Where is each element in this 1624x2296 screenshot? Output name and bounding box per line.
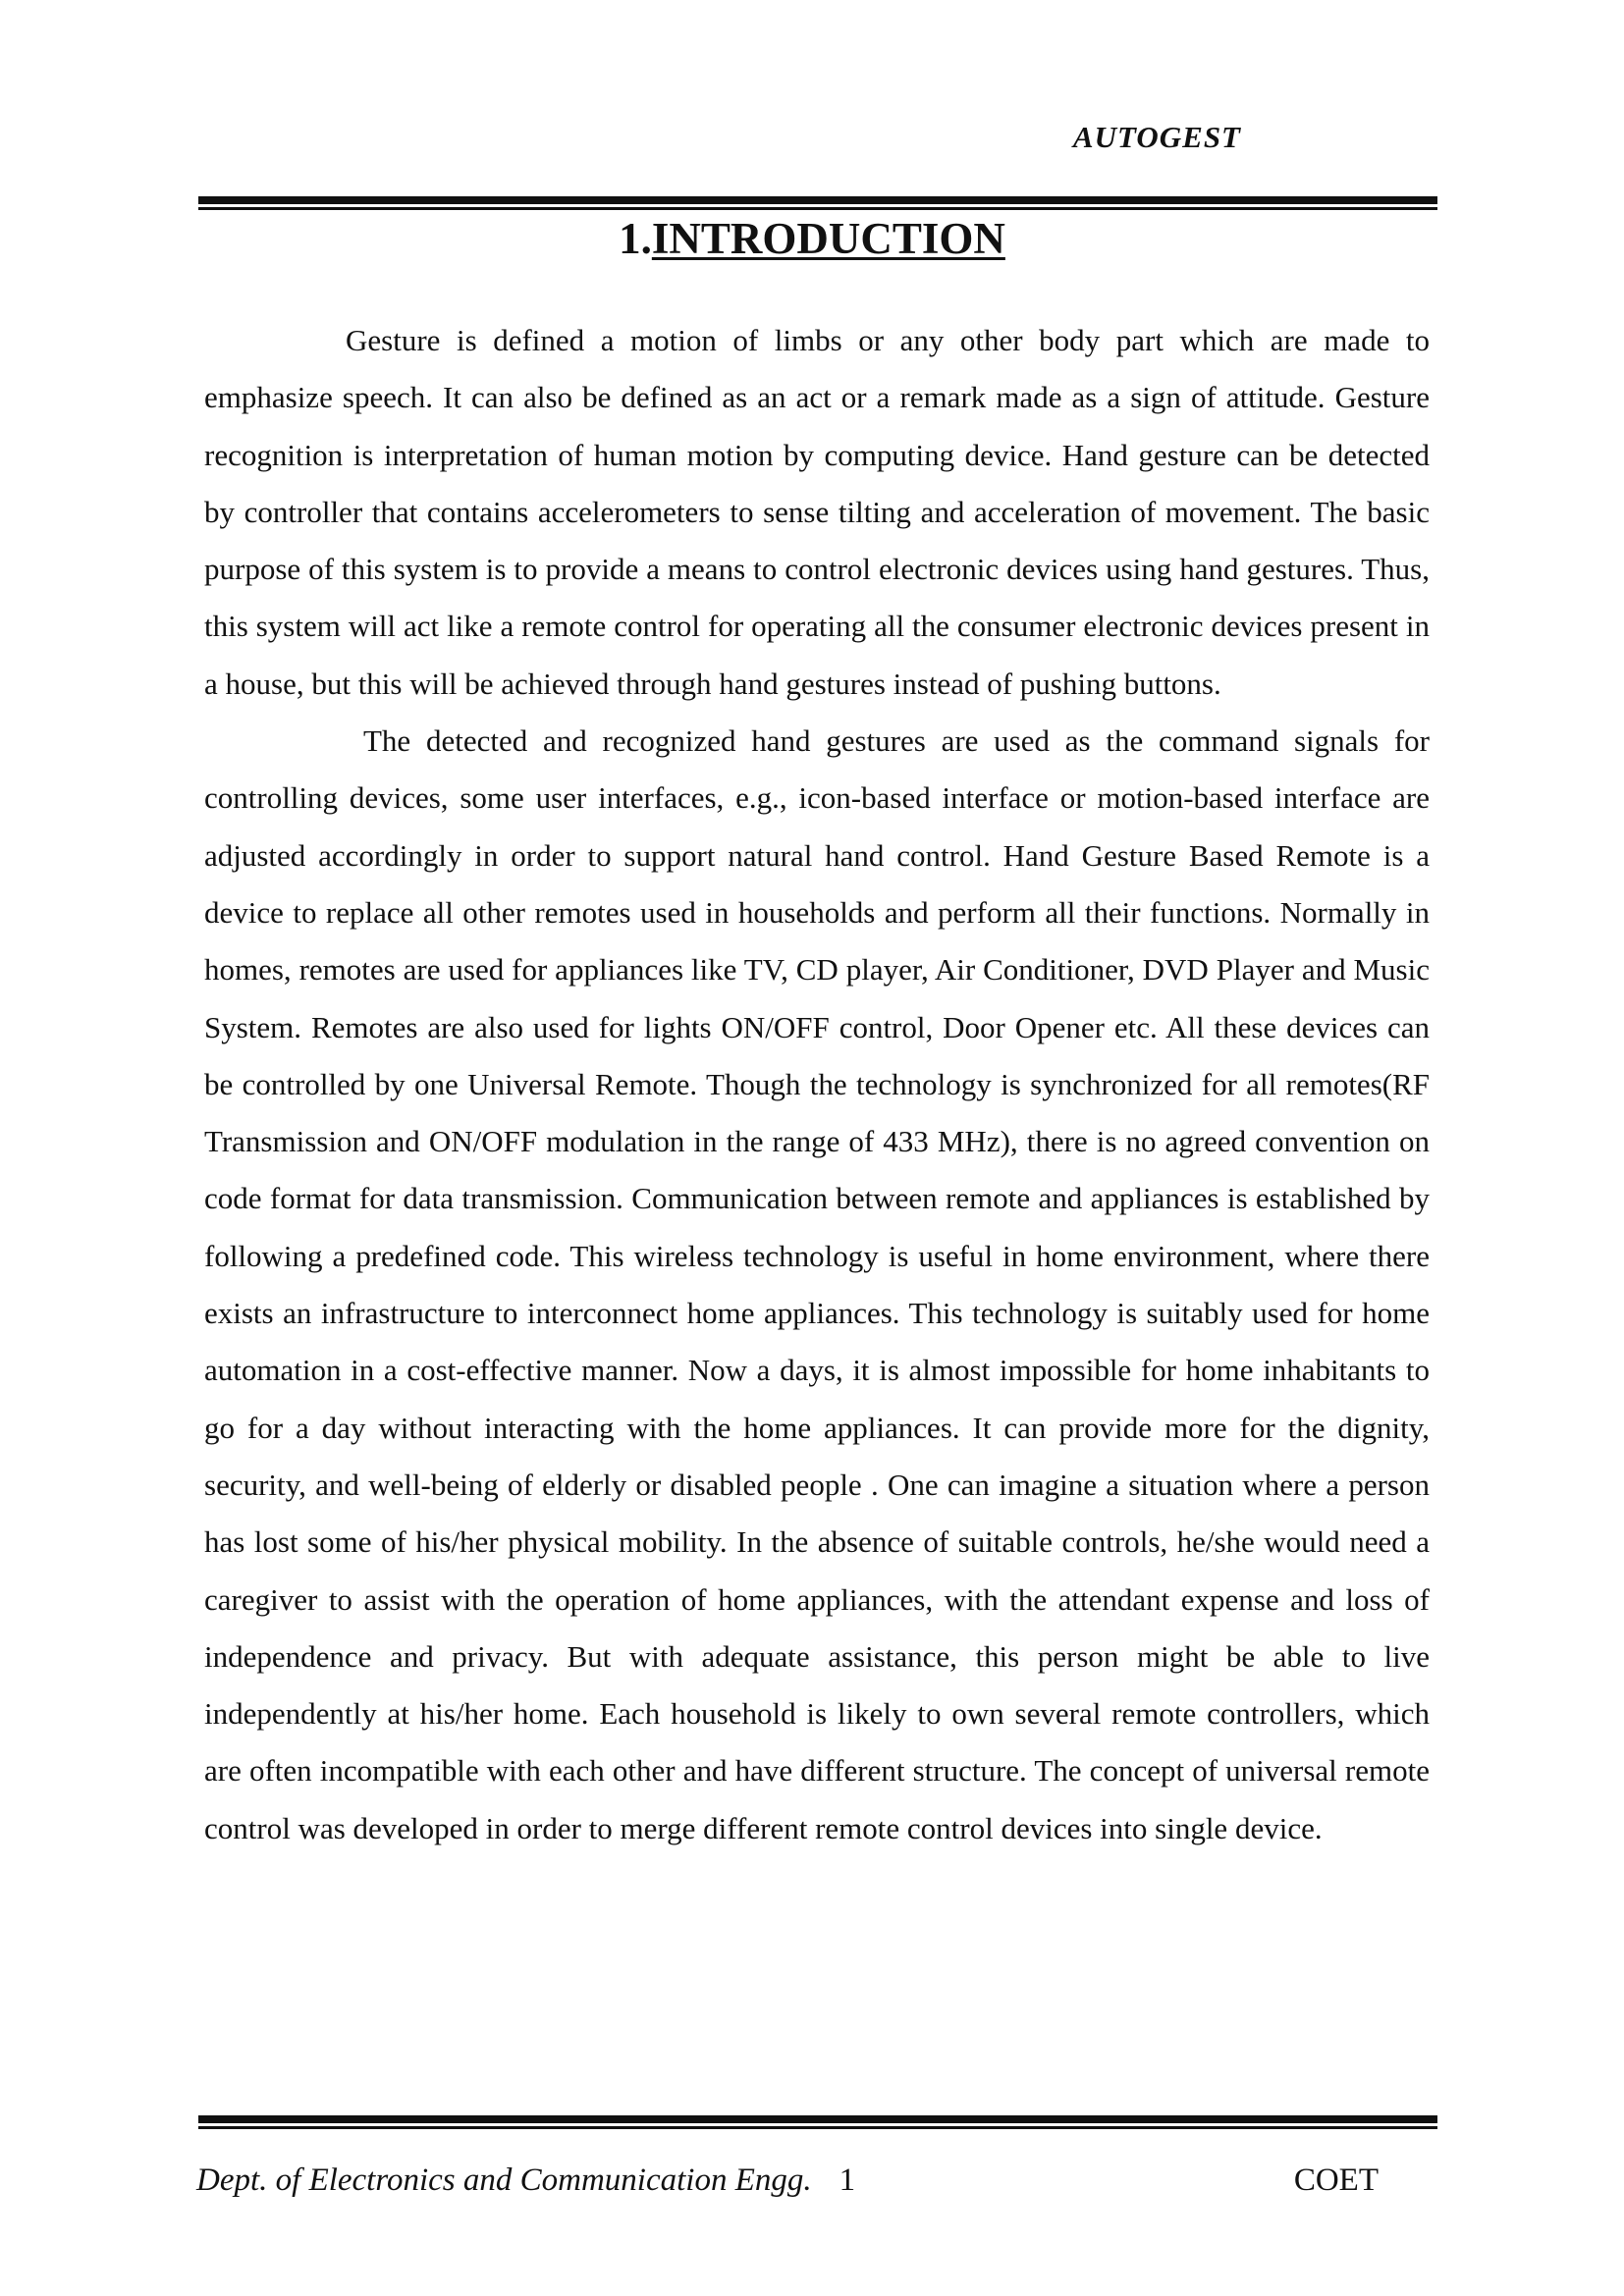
paragraph-1: Gesture is defined a motion of limbs or any other body part which are made to emphasize speech. It can also be defined as an act or a remark made as a sign of attitude. Gesture recognition is interpretation of human motion by computing device. Hand gesture can be detected by controller that contains accelerometers to sense tilting and acceleration of movement. The basic purpose of this system is to provide a means to control electronic devices using hand gestures. Thus, this system will act like a remote control for operating all the consumer electronic devices present in a house, but this will be achieved through hand gestures instead of pushing buttons. <box>204 323 1430 701</box>
body-text <box>204 312 1430 1857</box>
footer-rule <box>198 2115 1437 2129</box>
footer-rule-thin <box>198 2126 1437 2129</box>
footer-college: COET <box>1293 2163 1379 2198</box>
chapter-title: INTRODUCTION <box>651 214 1005 263</box>
footer-page-number: 1 <box>839 2163 856 2198</box>
chapter-number: 1. <box>619 214 652 263</box>
header-rule-thick <box>198 196 1437 204</box>
running-header: AUTOGEST <box>1072 120 1241 154</box>
page-footer <box>196 2163 1379 2199</box>
chapter-heading <box>0 209 1624 268</box>
footer-rule-thick <box>198 2115 1437 2123</box>
header-rule <box>198 196 1437 210</box>
paragraph-2: The detected and recognized hand gestures are used as the command signals for controlling devices, some user interfaces, e.g., icon-based interface or motion-based interface are adjusted accordingly in order to support natural hand control. Hand Gesture Based Remote is a device to replace all other remotes used in households and perform all their functions. Normally in homes, remotes are used for appliances like TV, CD player, Air Conditioner, DVD Player and Music System. Remotes are also used for lights ON/OFF control, Door Opener etc. All these devices can be controlled by one Universal Remote. Though the technology is synchronized for all remotes(RF Transmission and ON/OFF modulation in the range of 433 MHz), there is no agreed convention on code format for data transmission. Communication between remote and appliances is established by following a predefined code. This wireless technology is useful in home environment, where there exists an infrastructure to interconnect home appliances. This technology is suitably used for home automation in a cost-effective manner. Now a days, it is almost impossible for home inhabitants to go for a day without interacting with the home appliances. It can provide more for the dignity, security, and well-being of elderly or disabled people . One can imagine a situation where a person has lost some of his/her physical mobility. In the absence of suitable controls, he/she would need a caregiver to assist with the operation of home appliances, with the attendant expense and loss of independence and privacy. But with adequate assistance, this person might be able to live independently at his/her home. Each household is likely to own several remote controllers, which are often incompatible with each other and have different structure. The concept of universal remote control was developed in order to merge different remote control devices into single device. <box>204 723 1430 1845</box>
footer-department: Dept. of Electronics and Communication Engg. <box>196 2163 812 2198</box>
